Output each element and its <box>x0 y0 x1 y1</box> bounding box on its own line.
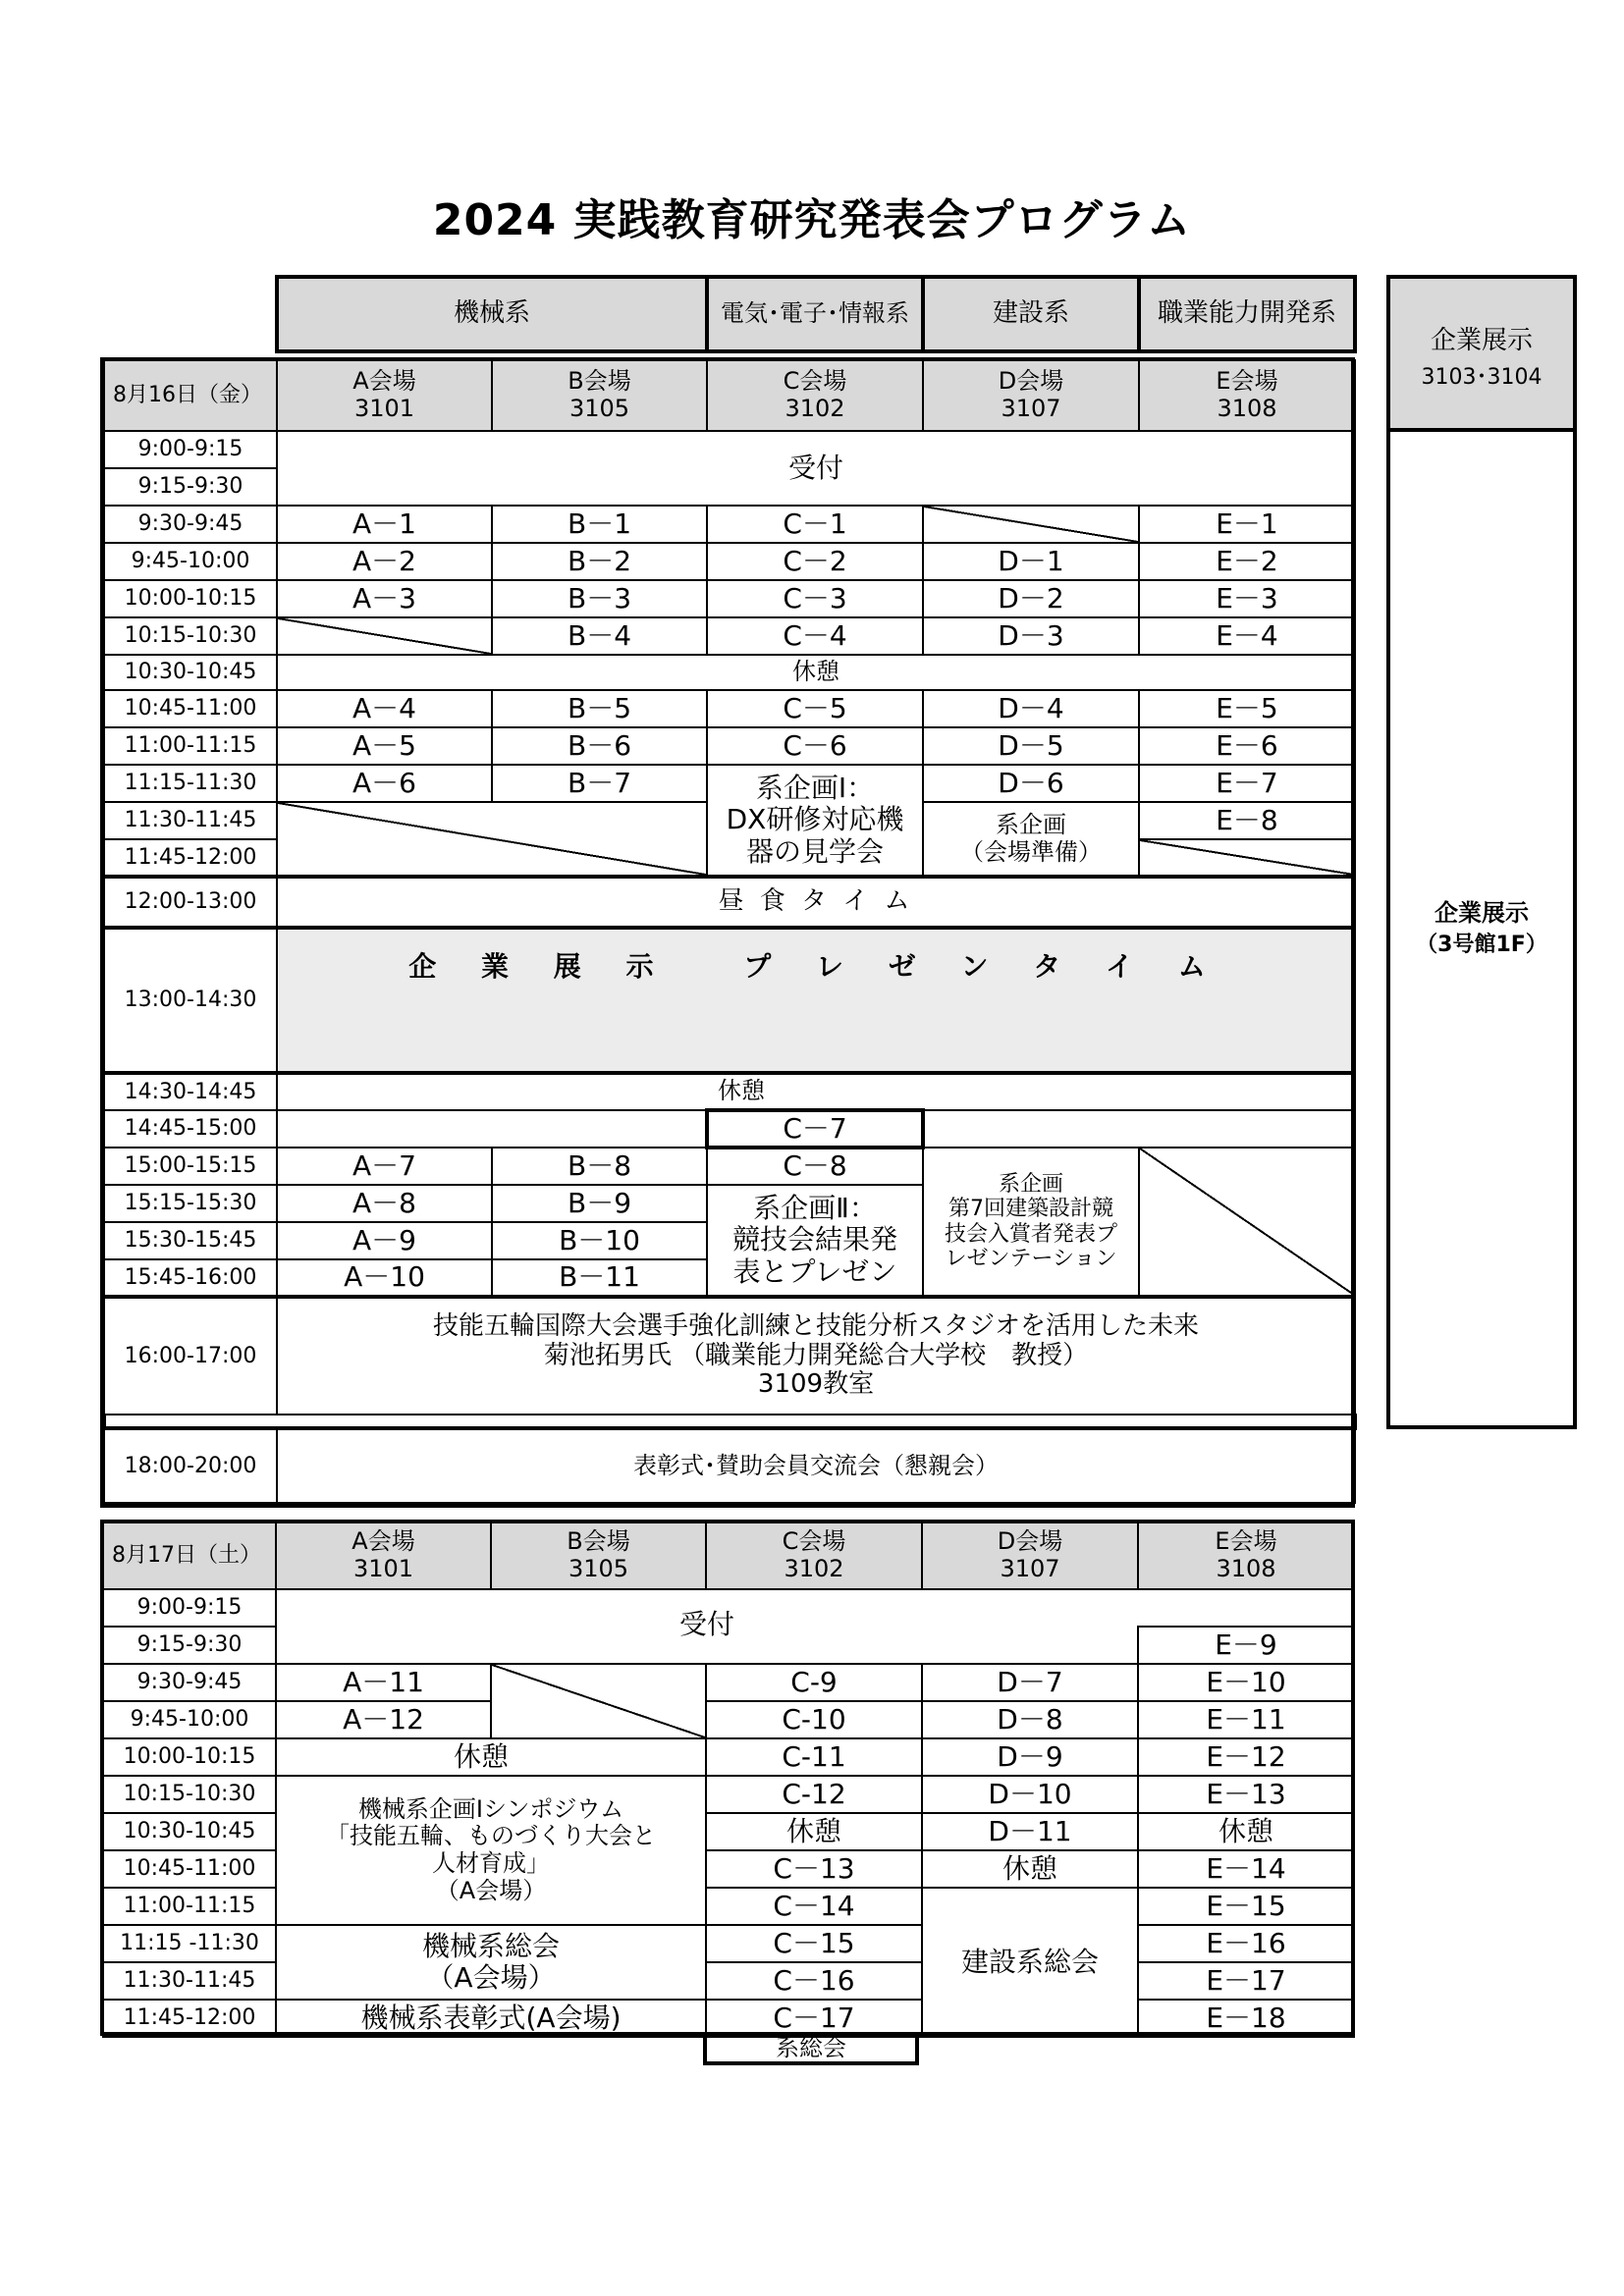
venue-e: E会場 3108 <box>1139 360 1355 431</box>
break: 休憩 <box>277 1073 1355 1110</box>
session-cell: D－2 <box>923 580 1139 617</box>
time-slot: 10:45-11:00 <box>103 1850 276 1888</box>
time-slot: 15:00-15:15 <box>104 1148 277 1185</box>
exhibition-body-label: 企業展示 <box>1435 899 1529 927</box>
session-cell: E－9 <box>1138 1627 1354 1664</box>
session-cell: A－12 <box>276 1701 491 1738</box>
venue-c: C会場 3102 <box>707 360 923 431</box>
empty-slot <box>277 617 492 655</box>
session-cell: E－15 <box>1138 1888 1354 1925</box>
session-cell: C－17 <box>706 2000 922 2037</box>
time-slot: 18:00-20:00 <box>104 1428 277 1503</box>
session-cell: D－9 <box>922 1738 1138 1776</box>
venue-e: E会場 3108 <box>1138 1522 1354 1589</box>
time-slot: 10:15-10:30 <box>103 1776 276 1813</box>
reception: 受付 <box>277 431 1355 506</box>
time-slot: 9:00-9:15 <box>103 1589 276 1627</box>
session-cell: D－10 <box>922 1776 1138 1813</box>
time-slot: 9:15-9:30 <box>104 468 277 506</box>
session-cell: E－1 <box>1139 506 1355 543</box>
session-cell: C－1 <box>707 506 923 543</box>
break: 休憩 <box>277 655 1355 690</box>
session-cell: E－3 <box>1139 580 1355 617</box>
c-general-meeting: 系総会 <box>703 2032 919 2065</box>
session-cell: C－15 <box>706 1925 922 1962</box>
session-cell: C－16 <box>706 1962 922 2000</box>
session-cell: E－13 <box>1138 1776 1354 1813</box>
session-cell: D－5 <box>923 727 1139 765</box>
session-cell: B－7 <box>492 765 707 802</box>
lunch-time: 昼 食 タ イ ム <box>277 877 1355 928</box>
session-cell: E－5 <box>1139 690 1355 727</box>
d-plan-2: 系企画 第7回建築設計競 技会入賞者発表プ レゼンテーション <box>923 1148 1139 1297</box>
session-cell: A－10 <box>277 1259 492 1297</box>
keynote-speaker: 菊池拓男氏 （職業能力開発総合大学校 教授） <box>543 1340 1089 1370</box>
keynote-room: 3109教室 <box>757 1369 875 1400</box>
session-cell: C－5 <box>707 690 923 727</box>
day1-schedule <box>102 359 1357 1504</box>
session-cell: E－14 <box>1138 1850 1354 1888</box>
d-plan-1: 系企画 （会場準備） <box>923 802 1139 877</box>
time-slot: 11:45-12:00 <box>104 839 277 877</box>
time-slot: 9:45-10:00 <box>103 1701 276 1738</box>
session-cell: E－4 <box>1139 617 1355 655</box>
session-cell: D－6 <box>923 765 1139 802</box>
time-slot: 11:15-11:30 <box>104 765 277 802</box>
time-slot: 12:00-13:00 <box>104 877 277 928</box>
session-cell: D－4 <box>923 690 1139 727</box>
department-header <box>275 275 1357 353</box>
session-cell: A－7 <box>277 1148 492 1185</box>
venue-d: D会場 3107 <box>923 360 1139 431</box>
session-cell: B－4 <box>492 617 707 655</box>
exhibition-header-label: 企業展示 <box>1430 326 1533 355</box>
day1-date: 8月16日（金） <box>104 360 277 431</box>
session-cell: A－11 <box>276 1664 491 1701</box>
session-cell: E－7 <box>1139 765 1355 802</box>
session-cell: B－11 <box>492 1259 707 1297</box>
session-cell: D－3 <box>923 617 1139 655</box>
time-slot: 9:45-10:00 <box>104 543 277 580</box>
time-slot: 11:30-11:45 <box>103 1962 276 2000</box>
day2-schedule <box>102 1522 1355 2038</box>
time-slot: 10:30-10:45 <box>104 655 277 690</box>
session-cell: A－9 <box>277 1222 492 1259</box>
session-cell: E－17 <box>1138 1962 1354 2000</box>
time-slot: 10:45-11:00 <box>104 690 277 727</box>
session-cell: E－8 <box>1139 802 1355 839</box>
time-slot: 15:30-15:45 <box>104 1222 277 1259</box>
empty-slot <box>277 802 707 877</box>
dept-vocational: 職業能力開発系 <box>1139 277 1355 351</box>
time-slot: 16:00-17:00 <box>104 1297 277 1415</box>
time-slot: 9:30-9:45 <box>103 1664 276 1701</box>
session-cell: B－6 <box>492 727 707 765</box>
session-cell: C－8 <box>707 1148 923 1185</box>
time-slot: 15:45-16:00 <box>104 1259 277 1297</box>
keynote-title: 技能五輪国際大会選手強化訓練と技能分析スタジオを活用した未来 <box>432 1310 1199 1341</box>
exhibition-body <box>1386 428 1577 1429</box>
award-reception: 表彰式･賛助会員交流会（懇親会） <box>277 1428 1355 1503</box>
session-cell: A－3 <box>277 580 492 617</box>
session-cell: A－5 <box>277 727 492 765</box>
session-cell: D－1 <box>923 543 1139 580</box>
c-plan-1: 系企画Ⅰ： DX研修対応機 器の見学会 <box>707 765 923 877</box>
session-cell: A－8 <box>277 1185 492 1222</box>
empty-slot <box>1139 1148 1355 1297</box>
time-slot: 10:00-10:15 <box>103 1738 276 1776</box>
venue-d: D会場 3107 <box>922 1522 1138 1589</box>
session-cell: B－3 <box>492 580 707 617</box>
session-cell: E－12 <box>1138 1738 1354 1776</box>
venue-a: A会場 3101 <box>276 1522 491 1589</box>
break: 休憩 <box>706 1813 922 1850</box>
time-slot: 11:00-11:15 <box>104 727 277 765</box>
session-cell: C-11 <box>706 1738 922 1776</box>
session-cell: B－9 <box>492 1185 707 1222</box>
keynote <box>277 1297 1355 1415</box>
session-cell: C－4 <box>707 617 923 655</box>
dept-construction: 建設系 <box>923 277 1139 351</box>
time-slot: 15:15-15:30 <box>104 1185 277 1222</box>
mechanical-award-ceremony: 機械系表彰式(A会場) <box>276 2000 706 2037</box>
time-slot: 10:15-10:30 <box>104 617 277 655</box>
mechanical-general-meeting: 機械系総会 （A会場） <box>276 1925 706 2000</box>
session-cell: B－5 <box>492 690 707 727</box>
session-cell: E－18 <box>1138 2000 1354 2037</box>
time-slot: 14:45-15:00 <box>104 1110 277 1148</box>
session-cell: A－2 <box>277 543 492 580</box>
time-slot: 13:00-14:30 <box>104 928 277 1073</box>
session-cell: C－6 <box>707 727 923 765</box>
session-cell: C-9 <box>706 1664 922 1701</box>
empty-slot <box>491 1664 706 1738</box>
time-slot: 10:00-10:15 <box>104 580 277 617</box>
session-cell: E－2 <box>1139 543 1355 580</box>
exhibition-body-sub: （3号館1F） <box>1416 933 1547 957</box>
session-cell: A－1 <box>277 506 492 543</box>
exhibition-presentation-time: 企 業 展 示 プ レ ゼ ン タ イ ム <box>277 928 1355 1073</box>
time-slot: 14:30-14:45 <box>104 1073 277 1110</box>
c-plan-2: 系企画Ⅱ： 競技会結果発 表とプレゼン <box>707 1185 923 1297</box>
time-slot: 11:30-11:45 <box>104 802 277 839</box>
time-slot: 10:30-10:45 <box>103 1813 276 1850</box>
time-slot: 9:30-9:45 <box>104 506 277 543</box>
session-cell: D－11 <box>922 1813 1138 1850</box>
session-cell: A－4 <box>277 690 492 727</box>
session-cell: E－11 <box>1138 1701 1354 1738</box>
session-cell: C－14 <box>706 1888 922 1925</box>
exhibition-header <box>1386 275 1577 432</box>
session-cell: E－10 <box>1138 1664 1354 1701</box>
break: 休憩 <box>1138 1813 1354 1850</box>
break: 休憩 <box>922 1850 1138 1888</box>
exhibition-header-rooms: 3103･3104 <box>1421 365 1543 390</box>
session-cell: C-12 <box>706 1776 922 1813</box>
construction-general-meeting: 建設系総会 <box>922 1888 1138 2037</box>
empty-slot <box>923 506 1139 543</box>
session-cell: C－3 <box>707 580 923 617</box>
session-cell: D－8 <box>922 1701 1138 1738</box>
venue-b: B会場 3105 <box>491 1522 706 1589</box>
break: 休憩 <box>276 1738 706 1776</box>
session-cell: C－13 <box>706 1850 922 1888</box>
day2-date: 8月17日（土） <box>103 1522 276 1589</box>
session-cell: D－7 <box>922 1664 1138 1701</box>
session-cell: B－2 <box>492 543 707 580</box>
time-slot: 11:15 -11:30 <box>103 1925 276 1962</box>
venue-a: A会場 3101 <box>277 360 492 431</box>
session-cell: E－16 <box>1138 1925 1354 1962</box>
session-cell: E－6 <box>1139 727 1355 765</box>
session-cell: B－10 <box>492 1222 707 1259</box>
page-title: 2024 実践教育研究発表会プログラム <box>432 195 1192 245</box>
time-slot: 9:00-9:15 <box>104 431 277 468</box>
time-slot: 9:15-9:30 <box>103 1627 276 1664</box>
dept-electrical: 電気･電子･情報系 <box>707 277 923 351</box>
session-cell: C-10 <box>706 1701 922 1738</box>
venue-c: C会場 3102 <box>706 1522 922 1589</box>
session-cell: A－6 <box>277 765 492 802</box>
empty-slot <box>1139 839 1355 877</box>
dept-mechanical: 機械系 <box>277 277 707 351</box>
reception <box>276 1589 1354 1627</box>
reception-label: 受付 <box>276 1627 1138 1664</box>
session-cell: B－1 <box>492 506 707 543</box>
venue-b: B会場 3105 <box>492 360 707 431</box>
time-slot: 11:00-11:15 <box>103 1888 276 1925</box>
session-cell: B－8 <box>492 1148 707 1185</box>
session-cell: C－2 <box>707 543 923 580</box>
time-slot: 11:45-12:00 <box>103 2000 276 2037</box>
mechanical-symposium: 機械系企画Ⅰシンポジウム 「技能五輪、ものづくり大会と 人材育成」 （A会場） <box>276 1776 706 1925</box>
session-cell: C－7 <box>707 1110 923 1148</box>
